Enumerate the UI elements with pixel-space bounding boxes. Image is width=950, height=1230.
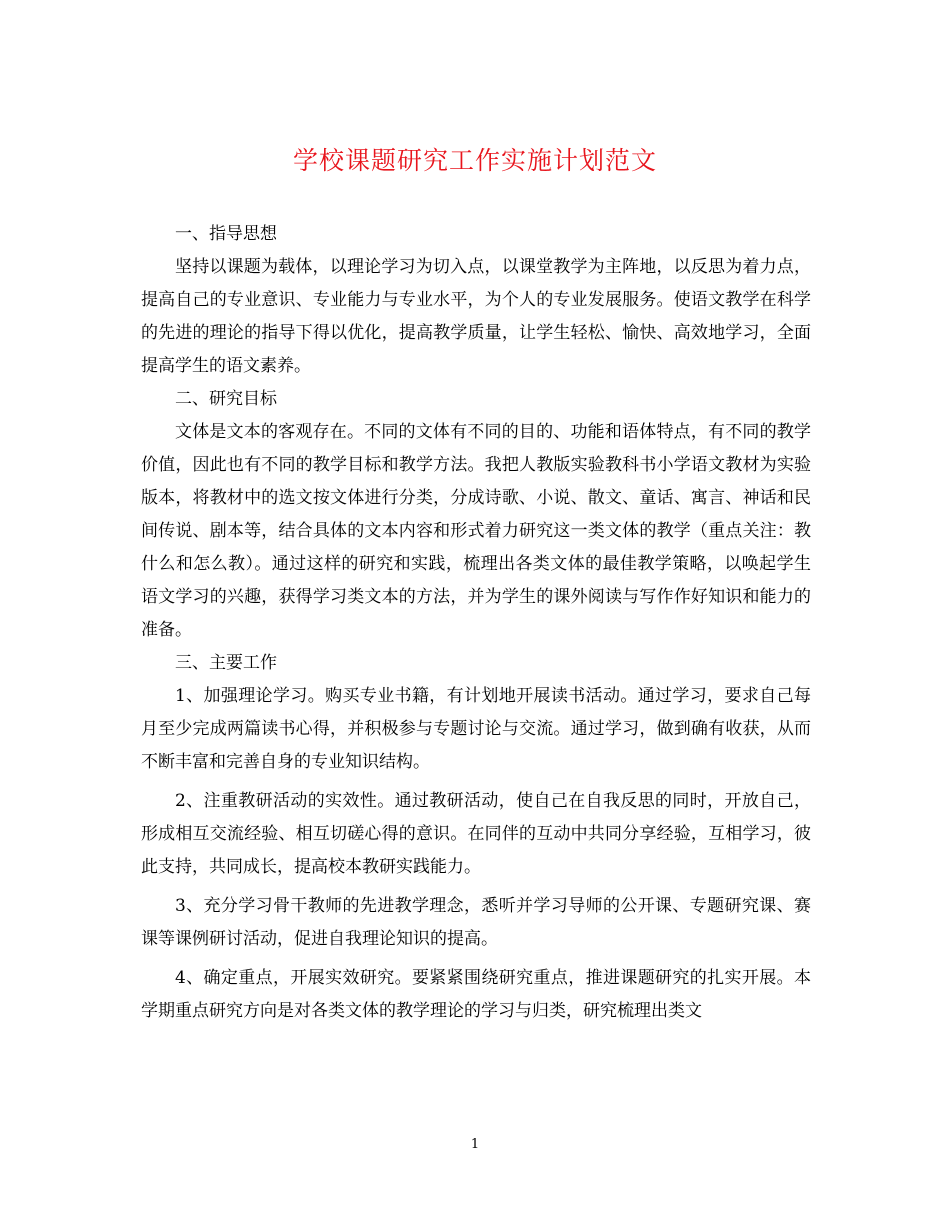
page-number: 1	[470, 1137, 480, 1152]
section-heading-main-work: 三、主要工作	[175, 653, 277, 673]
document-body	[141, 218, 811, 1028]
section-heading-guiding-ideology: 一、指导思想	[175, 224, 277, 244]
work-item-teaching-research: 2、注重教研活动的实效性。通过教研活动，使自己在自我反思的同时，开放自己，形成相互交流经验、相互切磋心得的意识。在同伴的互动中共同分享经验，互相学习，彼此支持，共同成长，提高校本教研实践能力。	[141, 791, 811, 877]
paragraph-guiding-ideology: 坚持以课题为载体，以理论学习为切入点，以课堂教学为主阵地，以反思为着力点，提高自己的专业意识、专业能力与专业水平，为个人的专业发展服务。使语文教学在科学的先进的理论的指导下得以优化，提高教学质量，让学生轻松、愉快、高效地学习，全面提高学生的语文素养。	[141, 257, 811, 376]
section-heading-research-goals: 二、研究目标	[175, 389, 277, 409]
document-title: 学校课题研究工作实施计划范文	[292, 146, 657, 175]
work-item-theory-study: 1、加强理论学习。购买专业书籍，有计划地开展读书活动。通过学习，要求自己每月至少完成两篇读书心得，并积极参与专题讨论与交流。通过学习，做到确有收获，从而不断丰富和完善自身的专业知识结构。	[141, 686, 811, 772]
paragraph-research-goals: 文体是文本的客观存在。不同的文体有不同的目的、功能和语体特点，有不同的教学价值，因此也有不同的教学目标和教学方法。我把人教版实验教科书小学语文教材为实验版本，将教材中的选文按文体进行分类，分成诗歌、小说、散文、童话、寓言、神话和民间传说、剧本等，结合具体的文本内容和形式着力研究这一类文体的教学（重点关注：教什么和怎么教）。通过这样的研究和实践，梳理出各类文体的最佳教学策略，以唤起学生语文学习的兴趣，获得学习类文本的方法，并为学生的课外阅读与写作作好知识和能力的准备。	[141, 422, 811, 640]
work-item-key-research: 4、确定重点，开展实效研究。要紧紧围绕研究重点，推进课题研究的扎实开展。本学期重点研究方向是对各类文体的教学理论的学习与归类，研究梳理出类文	[141, 968, 811, 1021]
work-item-backbone-teachers: 3、充分学习骨干教师的先进教学理念，悉听并学习导师的公开课、专题研究课、赛课等课例研讨活动，促进自我理论知识的提高。	[141, 896, 811, 949]
